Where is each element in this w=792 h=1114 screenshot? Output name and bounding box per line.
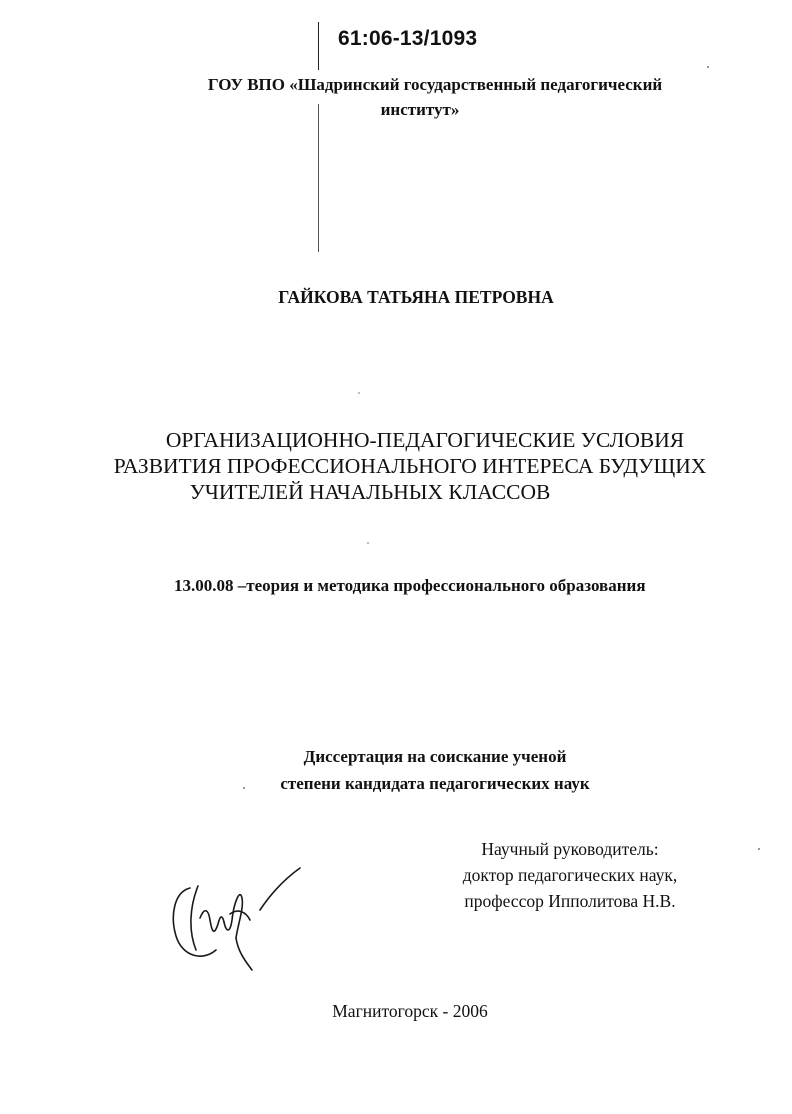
- library-stamp-code: 61:06-13/1093: [338, 27, 478, 50]
- institution-name: [120, 72, 750, 122]
- scientific-advisor: [420, 836, 720, 914]
- advisor-degree: доктор педагогических наук,: [462, 865, 678, 885]
- stamp-divider-line: [318, 22, 319, 70]
- scan-speck: [758, 848, 760, 850]
- title-line-2: РАЗВИТИЯ ПРОФЕССИОНАЛЬНОГО ИНТЕРЕСА БУДУЩИХ: [113, 454, 707, 478]
- city-year: Магнитогорск - 2006: [332, 1001, 488, 1021]
- advisor-label: Научный руководитель:: [481, 839, 659, 859]
- scan-speck: [707, 66, 709, 68]
- handwritten-signature: [160, 858, 320, 973]
- stamp-divider-line-lower: [318, 104, 319, 252]
- degree-line-1: Диссертация на соискание ученой: [303, 747, 567, 766]
- scan-speck: [358, 392, 360, 394]
- scan-speck: [243, 787, 245, 789]
- advisor-name: профессор Ипполитова Н.В.: [464, 891, 676, 911]
- author-name: ГАЙКОВА ТАТЬЯНА ПЕТРОВНА: [278, 287, 554, 307]
- scan-speck: [367, 542, 369, 544]
- title-line-1: ОРГАНИЗАЦИОННО-ПЕДАГОГИЧЕСКИЕ УСЛОВИЯ: [165, 428, 685, 452]
- degree-line-2: степени кандидата педагогических наук: [280, 774, 590, 793]
- institution-line-2: институт»: [380, 100, 460, 119]
- specialty-code: 13.00.08 –теория и методика профессионального образования: [174, 576, 646, 595]
- degree-statement: [180, 743, 690, 797]
- dissertation-title: [90, 427, 730, 505]
- institution-line-1: ГОУ ВПО «Шадринский государственный педагогический: [207, 75, 663, 94]
- title-line-3: УЧИТЕЛЕЙ НАЧАЛЬНЫХ КЛАССОВ: [189, 480, 551, 504]
